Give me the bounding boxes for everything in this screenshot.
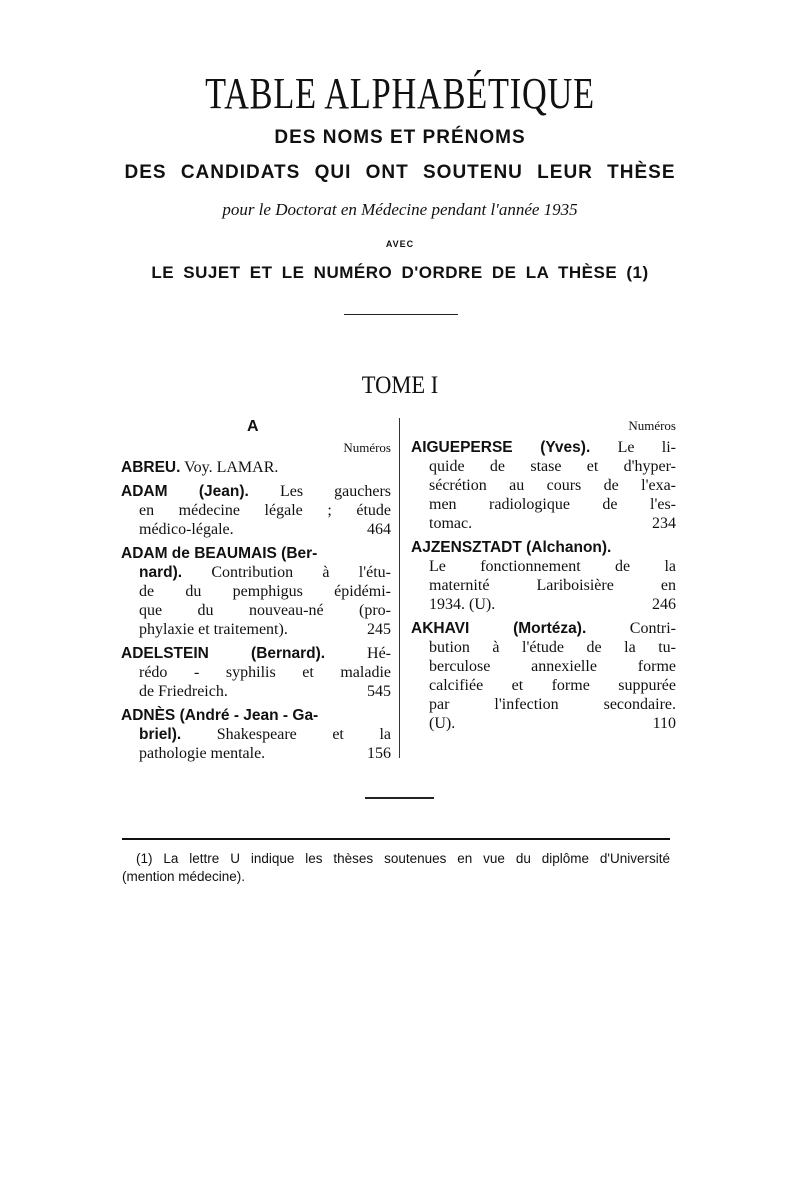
entry-text: quide de stase et d'hyper- xyxy=(429,458,676,475)
entry-text: tomac. xyxy=(429,515,473,532)
entry-number: 234 xyxy=(652,515,676,532)
entry-text: Les gauchers xyxy=(279,483,392,500)
entry-text: de du pemphigus épidémi- xyxy=(139,583,391,600)
entry-text: Le li- xyxy=(617,439,676,456)
list-item xyxy=(411,538,676,614)
numeros-label-left: Numéros xyxy=(343,440,391,455)
entry-text: men radiologique de l'es- xyxy=(429,496,676,513)
list-item xyxy=(411,619,676,733)
entry-name: ADELSTEIN (Bernard). xyxy=(121,645,326,662)
list-item xyxy=(121,706,391,763)
entry-name-cont: briel). xyxy=(139,726,182,743)
entry-name: ADAM de BEAUMAIS (Ber- xyxy=(121,545,318,562)
entry-number: 110 xyxy=(652,715,676,732)
entry-name: ADAM (Jean). xyxy=(121,483,249,500)
divider-top xyxy=(344,314,458,315)
entry-number: 156 xyxy=(367,745,391,762)
entry-number: 245 xyxy=(367,621,391,638)
entry-text: (U). xyxy=(429,715,456,732)
subtitle-subject: LE SUJET ET LE NUMÉRO D'ORDRE DE LA THÈSE (1) xyxy=(151,263,649,282)
entry-name: AIGUEPERSE (Yves). xyxy=(411,439,591,456)
entry-text: médico-légale. xyxy=(139,521,234,538)
entry-text: bution à l'étude de la tu- xyxy=(429,639,676,656)
entry-text: Contribution à l'étu- xyxy=(211,564,391,581)
entry-name-cont: nard). xyxy=(139,564,183,581)
entry-text: sécrétion au cours de l'exa- xyxy=(429,477,676,494)
entry-text: rédo - syphilis et maladie xyxy=(139,664,391,681)
list-item xyxy=(121,458,391,477)
footnote-line-1: (1) La lettre U indique les thèses soutenues en vue du diplôme d'Université xyxy=(136,851,670,866)
footnote xyxy=(122,850,670,886)
column-divider xyxy=(399,418,400,758)
entry-name: AKHAVI (Mortéza). xyxy=(411,620,587,637)
entry-text: Shakespeare et la xyxy=(216,726,391,743)
entry-number: 545 xyxy=(367,683,391,700)
entry-number: 246 xyxy=(652,596,676,613)
tome-heading: TOME I xyxy=(361,372,439,399)
list-item xyxy=(411,438,676,533)
entry-text: maternité Lariboisière en xyxy=(429,577,676,594)
list-item xyxy=(121,482,391,539)
entry-text: de Friedreich. xyxy=(139,683,228,700)
footnote-rule xyxy=(122,838,670,840)
entry-text: en médecine légale ; étude xyxy=(139,502,391,519)
section-letter: A xyxy=(247,418,259,435)
entries-right xyxy=(411,438,676,738)
list-item xyxy=(121,644,391,701)
entries-left xyxy=(121,458,391,768)
subtitle-avec: AVEC xyxy=(385,239,415,249)
subtitle-names: DES NOMS ET PRÉNOMS xyxy=(274,127,526,148)
entry-text: berculose annexielle forme xyxy=(429,658,676,675)
entry-text: pathologie mentale. xyxy=(139,745,266,762)
entry-text: Contri- xyxy=(629,620,676,637)
page-title: TABLE ALPHABÉTIQUE xyxy=(205,69,595,118)
entry-name: ADNÈS (André - Jean - Ga- xyxy=(121,707,319,724)
footnote-line-2: (mention médecine). xyxy=(122,869,246,884)
entry-name: AJZENSZTADT (Alchanon). xyxy=(411,539,612,556)
entry-text: par l'infection secondaire. xyxy=(429,696,676,713)
subtitle-doctorate: pour le Doctorat en Médecine pendant l'année 1935 xyxy=(222,200,578,219)
divider-bottom xyxy=(365,797,434,799)
entry-text: 1934. (U). xyxy=(429,596,496,613)
entry-name: ABREU. xyxy=(121,459,181,476)
numeros-label-right: Numéros xyxy=(628,418,676,433)
entry-text: Hé- xyxy=(367,645,391,662)
subtitle-candidates: DES CANDIDATS QUI ONT SOUTENU LEUR THÈSE xyxy=(124,162,676,183)
entry-text: que du nouveau-né (pro- xyxy=(139,602,391,619)
entry-number: 464 xyxy=(367,521,391,538)
entry-text: phylaxie et traitement). xyxy=(139,621,288,638)
entry-text: Le fonctionnement de la xyxy=(429,558,676,575)
entry-text: Voy. LAMAR. xyxy=(184,459,279,476)
list-item xyxy=(121,544,391,639)
entry-text: calcifiée et forme suppurée xyxy=(429,677,676,694)
